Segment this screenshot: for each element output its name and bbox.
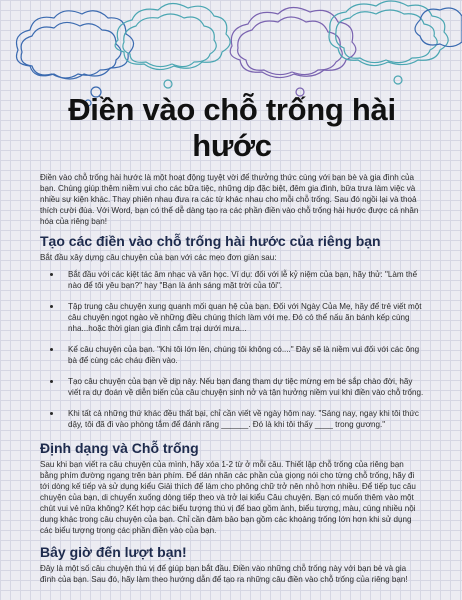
- section-heading-create: Tạo các điền vào chỗ trống hài hước của riêng bạn: [40, 233, 381, 249]
- list-item: • Tập trung câu chuyện xung quanh mối quan hệ của bạn. Đối với Ngày Của Mẹ, hãy để trẻ viết một câu chuyện ngọt ngào về những điều chúng thích làm với mẹ. Đó có thể nấu ăn bánh kếp cùng nha...hoặc thời gian gia đình cắm trại dưới mưa...: [62, 301, 424, 334]
- section-lead: Bắt đầu xây dựng câu chuyện của bạn với các mẹo đơn giản sau:: [40, 253, 277, 262]
- your-turn-paragraph: Đây là một số câu chuyện thú vị để giúp bạn bắt đầu. Điền vào những chỗ trống này với bạn bè và gia đình của bạn. Sau đó, hãy làm theo hướng dẫn để tạo ra những câu điền vào chỗ trống của riêng bạn!: [40, 564, 408, 584]
- section-heading-format: Định dạng và Chỗ trống: [40, 440, 199, 456]
- tips-list: [40, 269, 424, 430]
- list-item: • Bắt đầu với các kiệt tác âm nhạc và văn học. Ví dụ: đối với lễ kỷ niệm của bạn, hãy thử: "Làm thế nào để tôi yêu bạn?" hay "Bạn là ánh sáng mặt trời của tôi".: [62, 269, 424, 291]
- cloud-shape: [415, 8, 462, 47]
- cloud-shape: [329, 1, 448, 66]
- cloud-shape: [17, 11, 134, 79]
- document-page: [40, 92, 424, 585]
- list-item: • Tạo câu chuyện của bạn về dịp này. Nếu bạn đang tham dự tiệc mừng em bé sắp chào đời, hãy viết ra dự đoán về diễn biến của câu chuyện sinh nở và tận hưởng niềm vui khi điền vào chỗ trống.: [62, 376, 424, 398]
- format-paragraph: Sau khi bạn viết ra câu chuyện của mình, hãy xóa 1-2 từ ở mỗi câu. Thiết lập chỗ trống của riêng bạn bằng phím đường ngang trên bàn phím. Để dán nhãn các phần của giọng nói cho từng chỗ trống, hãy đi tới dòng kế tiếp và sử dụng kiểu Giải thích để làm cho phông chữ trở nên nhỏ hơn nhiều. Để tiếp tục câu chuyện của bạn, di chuyển xuống dòng tiếp theo và trở lại kiểu Câu chuyện. Bạn có muốn thêm vào một chút vui vẻ nữa không? Kết hợp các biểu tượng thú vị để bao gồm ảnh, biểu tượng, màu, cùng nhiều nội dung khác trong câu chuyện của bạn. Chỉ cần đảm bảo bạn gồm các khoảng trống lớn hơn khi sử dụng các biểu tượng trong các phần điền vào của bạn.: [40, 460, 416, 535]
- intro-paragraph: Điền vào chỗ trống hài hước là một hoạt động tuyệt vời để thưởng thức cùng với bạn bè và gia đình của bạn. Chúng giúp thêm niềm vui cho các bữa tiệc, những dịp đặc biệt, đêm gia đình, bữa trưa làm việc và nhiều sự kiện khác. Thay phiên nhau đưa ra các từ khác nhau cho mỗi chỗ trống. Sau đó ngồi lại và thoả thích cười đùa. Với Word, bạn có thể dễ dàng tạo ra các phần điền vào chỗ trống hài hước được cá nhân hóa của riêng bạn!: [40, 173, 419, 226]
- list-item: • Khi tất cả những thứ khác đều thất bại, chỉ cần viết về ngày hôm nay. "Sáng nay, ngay khi tôi thức dậy, tôi đã đi vào phòng tắm để đánh răng ______. Đó là khi tôi thấy ____ trong gương.": [62, 408, 424, 430]
- list-item: • Kể câu chuyện của bạn. "Khi tôi lớn lên, chúng tôi không có...." Đây sẽ là niềm vui đối với các ông bà để cùng các cháu điền vào.: [62, 344, 424, 366]
- document-title: Điền vào chỗ trống hài hước: [68, 92, 396, 163]
- section-heading-your-turn: Bây giờ đến lượt bạn!: [40, 544, 187, 560]
- cloud-shape: [115, 3, 230, 69]
